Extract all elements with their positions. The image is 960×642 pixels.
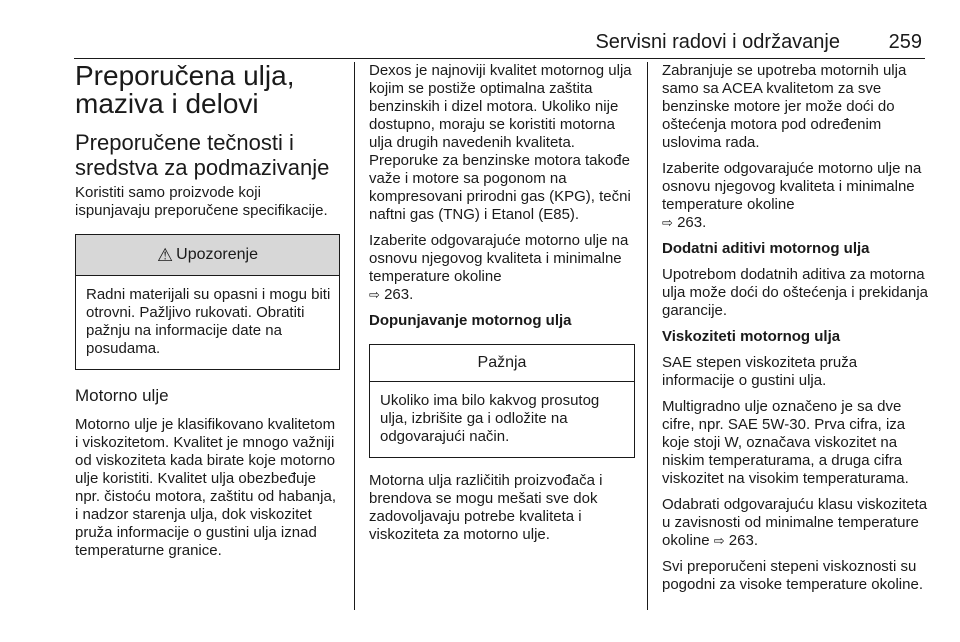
select-oil-page-ref-2[interactable]: 263. [677, 214, 707, 231]
page-number: 259 [888, 31, 922, 53]
column-divider-2 [647, 62, 648, 610]
intro-paragraph: Koristiti samo proizvode koji ispunjavaju preporučene specifikacije. [75, 184, 328, 219]
column-2 [369, 62, 635, 552]
select-oil-paragraph [369, 232, 635, 304]
mix-oils-paragraph: Motorna ulja različitih proizvođača i brendova se mogu mešati sve dok zadovoljavaju potrebe kvaliteta i viskoziteta za motorno ulje. [369, 472, 603, 543]
viscosity-page-ref[interactable]: 263. [728, 532, 758, 549]
select-oil-paragraph-2 [662, 160, 932, 232]
sub-heading-line-1: Preporučene tečnosti i [75, 130, 294, 155]
select-oil-text-2: Izaberite odgovarajuće motorno ulje na osnovu njegovog kvaliteta i minimalne temperature okoline [662, 160, 922, 213]
header-rule [74, 58, 925, 59]
additives-heading: Dodatni aditivi motornog ulja [662, 240, 870, 257]
viscosity-text-3: Odabrati odgovarajuću klasu viskoziteta u zavisnosti od minimalne temperature okoline [662, 496, 928, 549]
viscosity-paragraph-3 [662, 496, 932, 550]
main-heading-line-2: maziva i delovi [75, 88, 259, 119]
additives-paragraph: Upotrebom dodatnih aditiva za motorna ulja može doći do oštećenja i prekidanja garancije. [662, 266, 928, 319]
topup-heading: Dopunjavanje motornog ulja [369, 312, 572, 329]
warning-icon: ⚠ [157, 245, 174, 265]
viscosity-paragraph-1: SAE stepen viskoziteta pruža informacije o gustini ulja. [662, 354, 858, 389]
viscosity-paragraph-2: Multigradno ulje označeno je sa dve cifre, npr. SAE 5W-30. Prva cifra, iza koje stoji W, označava viskozitet na niskim temperaturama, a druga cifra viskozitet na visokim temperaturama. [662, 398, 909, 487]
select-oil-page-ref[interactable]: 263. [384, 286, 414, 303]
notice-title: Pažnja [370, 345, 634, 382]
warning-box-header [76, 235, 339, 276]
viscosity-heading: Viskoziteti motornog ulja [662, 328, 841, 345]
column-1 [75, 62, 340, 568]
main-heading [75, 62, 340, 118]
page-reference-icon: ⇨ [369, 287, 380, 302]
dexos-paragraph: Dexos je najnoviji kvalitet motornog ulja kojim se postiže optimalna zaštita benzinskih i dizel motora. Ukoliko nije dostupno, moraju se koristiti motorna ulja drugih navedenih kvaliteta. Preporuke za benzinske motora takođe važe i motore sa pogonom na kompresovani prirodni gas (KPG), tečni naftni gas (TNG) i Etanol (E85). [369, 62, 632, 223]
warning-title: Upozorenje [176, 246, 258, 263]
viscosity-paragraph-4: Svi preporučeni stepeni viskoznosti su pogodni za visoke temperature okoline. [662, 558, 923, 593]
page-reference-icon: ⇨ [662, 215, 673, 230]
notice-box [369, 344, 635, 458]
column-divider-1 [354, 62, 355, 610]
warning-body: Radni materijali su opasni i mogu biti otrovni. Pažljivo rukovati. Obratiti pažnju na informacije date na posudama. [86, 286, 331, 357]
notice-body: Ukoliko ima bilo kakvog prosutog ulja, izbrišite ga i odložite na odgovarajući način. [380, 392, 600, 445]
sub-heading [75, 130, 340, 180]
motor-oil-heading: Motorno ulje [75, 386, 169, 405]
page-reference-icon: ⇨ [713, 533, 725, 548]
sub-heading-line-2: sredstva za podmazivanje [75, 155, 330, 180]
column-3 [662, 62, 932, 602]
warning-box [75, 234, 340, 370]
select-oil-text: Izaberite odgovarajuće motorno ulje na osnovu njegovog kvaliteta i minimalne temperature okoline [369, 232, 629, 285]
acea-paragraph: Zabranjuje se upotreba motornih ulja samo sa ACEA kvalitetom za sve benzinske motore jer može doći do oštećenja motora pod određenim uslovima rada. [662, 62, 907, 151]
running-header-title: Servisni radovi i održavanje [595, 31, 840, 53]
main-heading-line-1: Preporučena ulja, [75, 60, 295, 91]
motor-oil-paragraph: Motorno ulje je klasifikovano kvalitetom i viskozitetom. Kvalitet je mnogo važniji od viskoziteta kada birate koje motorno ulje koristiti. Kvalitet ulja obezbeđuje npr. čistoću motora, zaštitu od habanja, i nadzor starenja ulja, dok viskozitet pruža informacije o gustini ulja iznad temperaturne granice. [75, 416, 336, 559]
